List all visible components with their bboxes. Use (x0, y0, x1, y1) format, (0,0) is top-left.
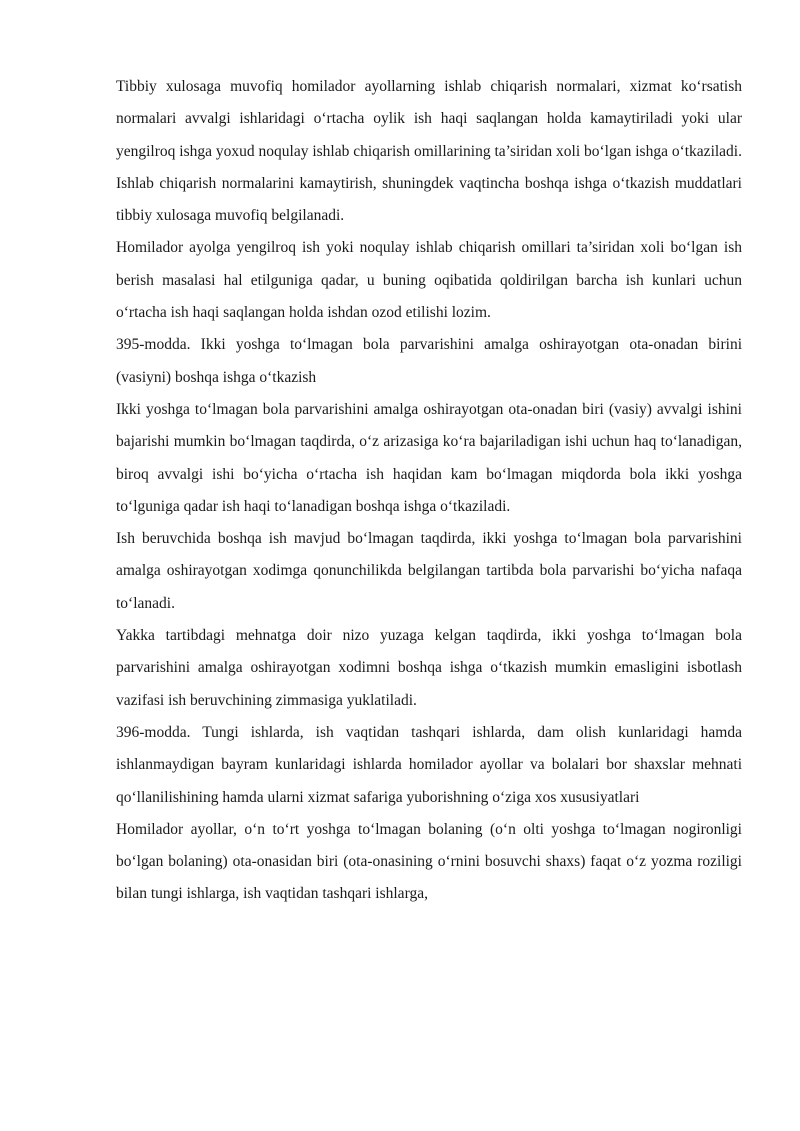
paragraph-parent-transfer: Ikki yoshga to‘lmagan bola parvarishini amalga oshirayotgan ota-onadan biri (vasiy) avvalgi ishini bajarishi mumkin bo‘lmagan taqdirda, o‘z arizasiga ko‘ra bajariladigan ishi uchun haq to‘lanadigan, biroq avvalgi ishi bo‘yicha o‘rtacha ish haqidan kam bo‘lmagan miqdorda bola ikki yoshga to‘lguniga qadar ish haqi to‘lanadigan boshqa ishga o‘tkaziladi. (116, 400, 742, 515)
article-396-heading: 396-modda. Tungi ishlarda, ish vaqtidan tashqari ishlarda, dam olish kunlaridagi hamda ishlanmaydigan bayram kunlaridagi ishlarda homilador ayollar va bolalari bor shaxslar mehnati qo‘llanilishining hamda ularni xizmat safariga yuborishning o‘ziga xos xususiyatlari (116, 723, 742, 806)
paragraph-release-from-work: Homilador ayolga yengilroq ish yoki noqulay ishlab chiqarish omillari ta’siridan xoli bo‘lgan ish berish masalasi hal etilguniga qadar, u buning oqibatida qoldirilgan barcha ish kunlari uchun o‘rtacha ish haqi saqlangan holda ishdan ozod etilishi lozim. (116, 239, 742, 322)
paragraph-burden-of-proof: Yakka tartibdagi mehnatga doir nizo yuzaga kelgan taqdirda, ikki yoshga to‘lmagan bola parvarishini amalga oshirayotgan xodimni boshqa ishga o‘tkazish mumkin emasligini isbotlash vazifasi ish beruvchining zimmasiga yuklatiladi. (116, 627, 742, 709)
paragraph-pregnant-norms: Tibbiy xulosaga muvofiq homilador ayollarning ishlab chiqarish normalari, xizmat ko‘rsatish normalari avvalgi ishlaridagi o‘rtacha oylik ish haqi saqlangan holda kamaytiriladi yoki ular yengilroq ishga yoxud noqulay ishlab chiqarish omillarining ta’siridan xoli bo‘lgan ishga o‘tkaziladi. Ishlab chiqarish normalarini kamaytirish, shuningdek vaqtincha boshqa ishga o‘tkazish muddatlari tibbiy xulosaga muvofiq belgilanadi. (116, 78, 742, 225)
paragraph-childcare-allowance: Ish beruvchida boshqa ish mavjud bo‘lmagan taqdirda, ikki yoshga to‘lmagan bola parvarishini amalga oshirayotgan xodimga qonunchilikda belgilangan tartibda bola parvarishi bo‘yicha nafaqa to‘lanadi. (116, 530, 742, 612)
paragraph-written-consent: Homilador ayollar, o‘n to‘rt yoshga to‘lmagan bolaning (o‘n olti yoshga to‘lmagan nogironligi bo‘lgan bolaning) ota-onasidan biri (ota-onasining o‘rnini bosuvchi shaxs) faqat o‘z yozma roziligi bilan tungi ishlarga, ish vaqtidan tashqari ishlarga, (116, 820, 742, 903)
document-page (116, 71, 742, 911)
article-395-heading: 395-modda. Ikki yoshga to‘lmagan bola parvarishini amalga oshirayotgan ota-onadan birini (vasiyni) boshqa ishga o‘tkazish (116, 336, 742, 386)
